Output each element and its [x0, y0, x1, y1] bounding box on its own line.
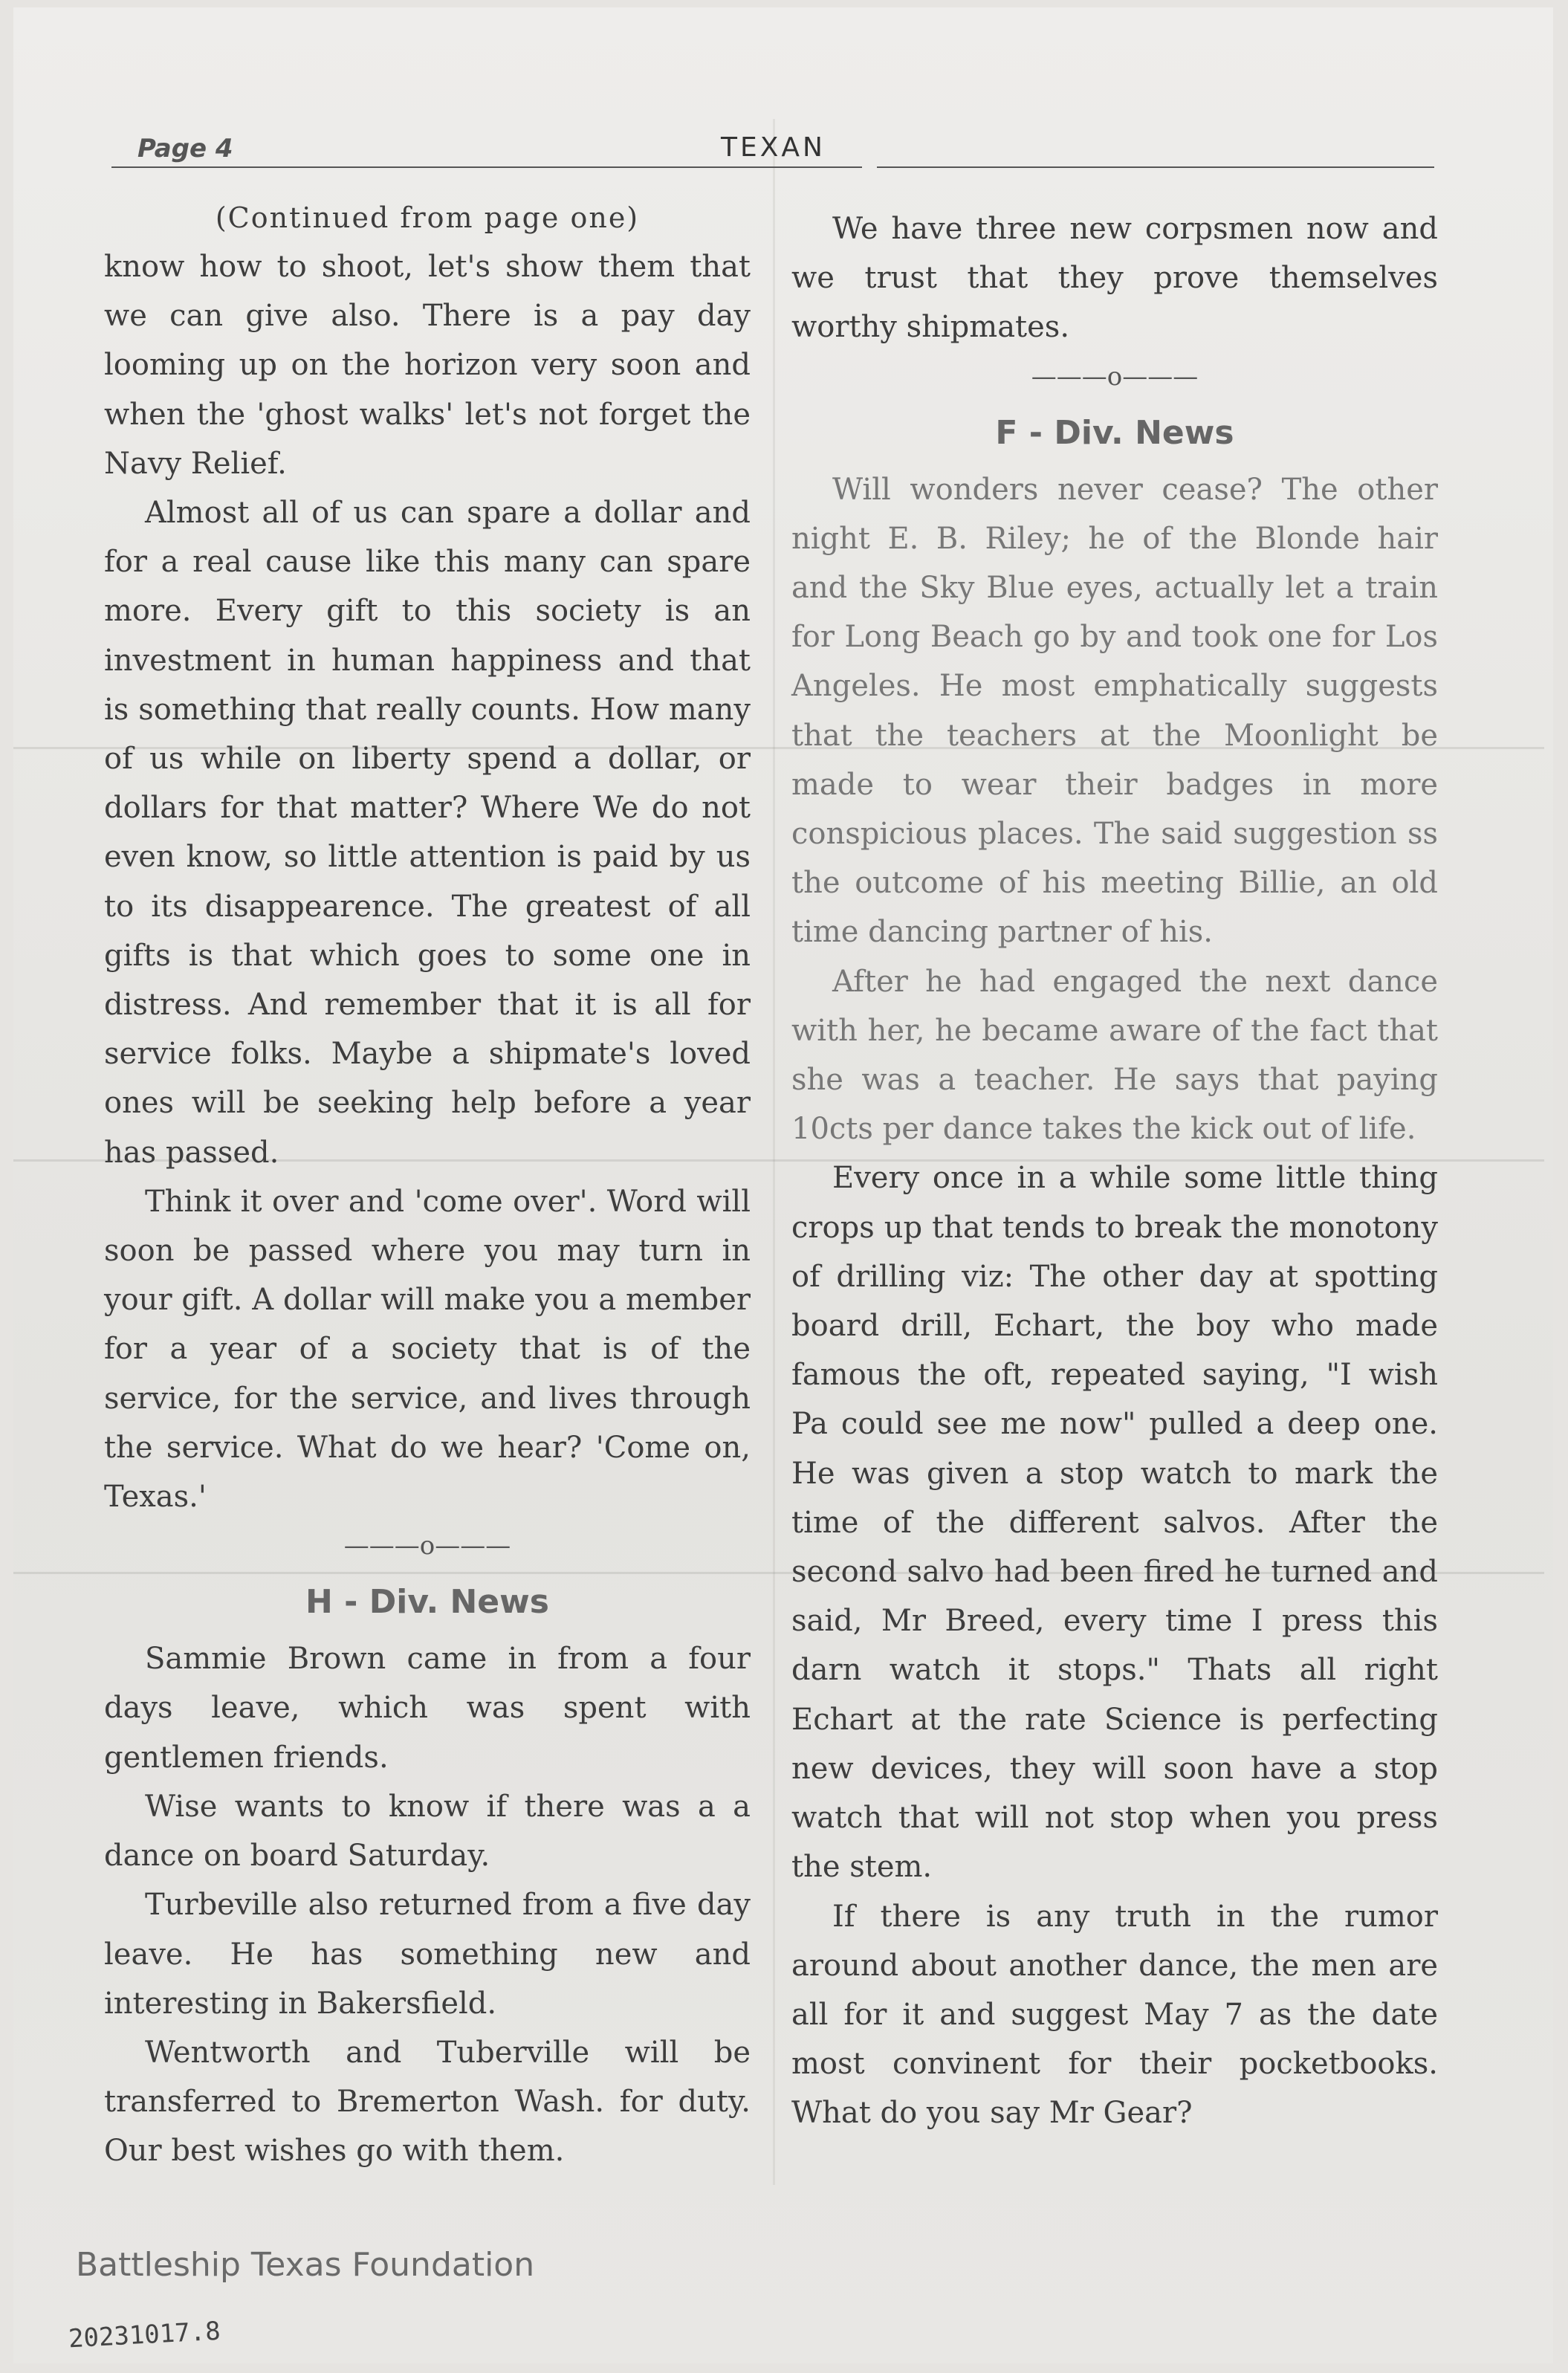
article-paragraph: We have three new corpsmen now and we trust that they prove themselves worthy shipmates. [791, 212, 1438, 345]
page-header [111, 134, 1434, 171]
right-column [791, 204, 1438, 2138]
news-item: Wise wants to know if there was a a dance on board Saturday. [104, 1789, 751, 1874]
header-rule [111, 166, 862, 168]
masthead-title: TEXAN [721, 132, 826, 163]
news-item: Wentworth and Tuberville will be transferred to Bremerton Wash. for duty. Our best wishes go with them. [104, 2035, 751, 2169]
continued-note: (Continued from page one) [215, 201, 640, 234]
article-paragraph: Almost all of us can spare a dollar and for a real cause like this many can spare more. Every gift to this society is an investment in human happiness and that is something that really counts. How many of us while on liberty spend a dollar, or dollars for that matter? Where We do not even know, so little attention is paid by us to its disappearence. The greatest of all gifts is that which goes to some one in distress. And remember that it is all for service folks. Maybe a shipmate's loved ones will be seeking help before a year has passed. [104, 496, 751, 1170]
page-number: Page 4 [137, 134, 233, 164]
news-item: Will wonders never cease? The other night E. B. Riley; he of the Blonde hair and the Sky Blue eyes, actually let a train for Long Beach go by and took one for Los Angeles. He most emphatically suggests that the teachers at the Moonlight be made to wear their badges in more conspicious places. The said suggestion ss the outcome of his meeting Billie, an old time dancing partner of his. [791, 472, 1438, 950]
section-separator: ———o——— [343, 1531, 511, 1561]
h-div-heading: H - Div. News [305, 1583, 549, 1622]
section-separator: ———o——— [1031, 361, 1199, 392]
news-item: Sammie Brown came in from a four days leave, which was spent with gentlemen friends. [104, 1642, 751, 1775]
news-item: After he had engaged the next dance with her, he became aware of the fact that she was a teacher. He says that paying 10cts per dance takes the kick out of life. [791, 964, 1438, 1147]
header-rule [877, 166, 1434, 168]
left-column [104, 193, 751, 2176]
accession-number: 20231017.8 [68, 2316, 221, 2354]
f-div-heading: F - Div. News [995, 413, 1234, 452]
foundation-watermark: Battleship Texas Foundation [76, 2246, 535, 2284]
fold-line [773, 119, 775, 2185]
news-item: If there is any truth in the rumor around about another dance, the men are all for it and suggest May 7 as the date most convinent for their pocketbooks. What do you say Mr Gear? [791, 1899, 1438, 2131]
article-paragraph: Think it over and 'come over'. Word will soon be passed where you may turn in your gift. A dollar will make you a member for a year of a society that is of the service, for the service, and lives through the service. What do we hear? 'Come on, Texas.' [104, 1184, 751, 1515]
news-item: Every once in a while some little thing crops up that tends to break the monotony of drilling viz: The other day at spotting board drill, Echart, the boy who made famous the oft, repeated saying, "I wish Pa could see me now" pulled a deep one. He was given a stop watch to mark the time of the different salvos. After the second salvo had been fired he turned and said, Mr Breed, every time I press this darn watch it stops." Thats all right Echart at the rate Science is perfecting new devices, they will soon have a stop watch that will not stop when you press the stem. [791, 1161, 1438, 1885]
news-item: Turbeville also returned from a five day leave. He has something new and interesting in Bakersfield. [104, 1888, 751, 2021]
article-paragraph: know how to shoot, let's show them that we can give also. There is a pay day looming up on the horizon very soon and when the 'ghost walks' let's not forget the Navy Relief. [104, 250, 751, 481]
